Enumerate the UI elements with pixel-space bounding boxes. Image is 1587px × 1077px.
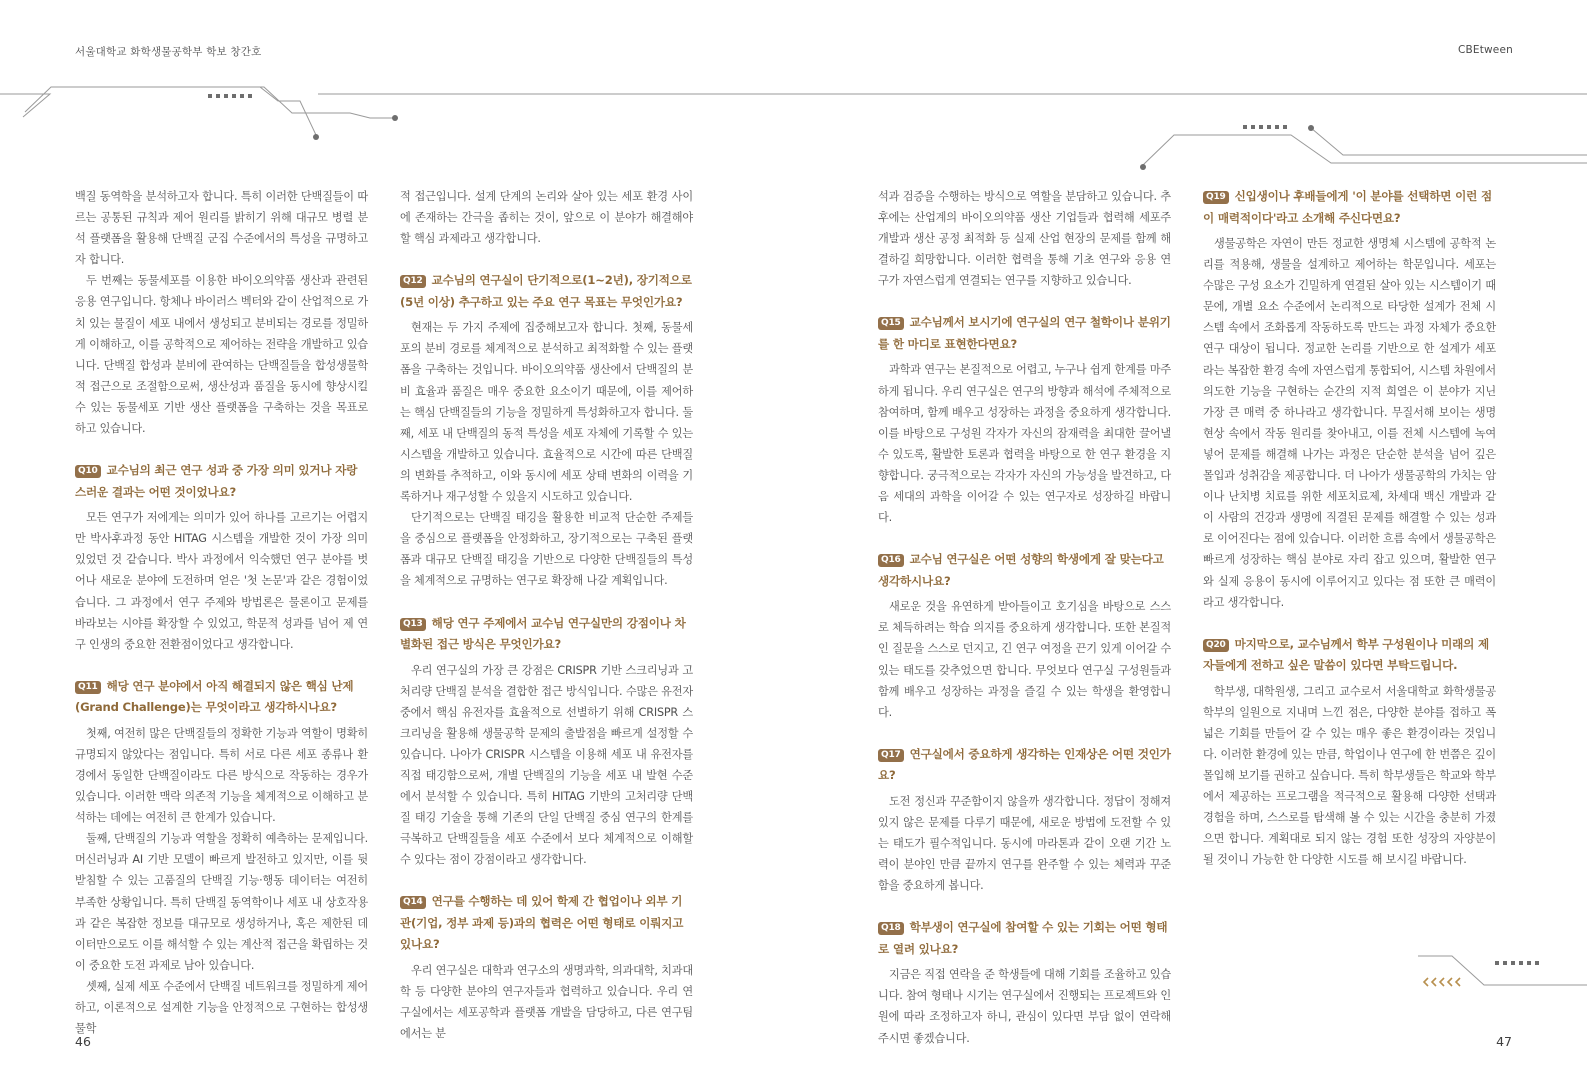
answer-paragraph: 지금은 직접 연락을 준 학생들에 대해 기회를 조율하고 있습니다. 참여 형태나 시기는 연구실에서 진행되는 프로젝트와 인원에 따라 조정하고자 하니, 관심이 있다면 부담 없이 연락해 주시면 좋겠습니다.: [878, 968, 1171, 1045]
question-tag: Q14: [400, 896, 426, 909]
question-heading: [878, 744, 1171, 787]
answer-paragraph: 둘째, 단백질의 기능과 역할을 정확히 예측하는 문제입니다. 머신러닝과 AI 기반 모델이 빠르게 발전하고 있지만, 이를 뒷받침할 수 있는 고품질의 단백질 기능·행동 데이터는 여전히 부족한 상황입니다. 특히 단백질 동역학이나 세포 내 상호작용과 같은 복잡한 정보를 대규모로 생성하거나, 혹은 제한된 데이터만으로도 이를 해석할 수 있는 계산적 접근을 확립하는 것이 중요한 도전 과제로 남아 있습니다.: [75, 832, 368, 972]
answer-paragraph: 생물공학은 자연이 만든 정교한 생명체 시스템에 공학적 논리를 적용해, 생물을 설계하고 제어하는 학문입니다. 세포는 수많은 구성 요소가 긴밀하게 연결된 살아 있는 시스템이기 때문에, 개별 요소 수준에서 논리적으로 타당한 설계가 전체 시스템 속에서 조화롭게 작동하도록 만드는 과정 자체가 중요한 연구 대상이 됩니다. 정교한 논리를 기반으로 한 설계가 세포라는 복잡한 환경 속에 자연스럽게 통합되어, 시스템 차원에서 의도한 기능을 구현하는 순간의 지적 희열은 이 분야가 지닌 가장 큰 매력 중 하나라고 생각합니다. 무질서해 보이는 생명현상 속에서 작동 원리를 찾아내고, 이를 전체 시스템에 녹여 넣어 문제를 해결해 나가는 과정은 단순한 분석을 넘어 깊은 몰입과 성취감을 제공합니다. 더 나아가 생물공학의 가치는 암이나 난치병 치료를 위한 세포치료제, 차세대 백신 개발과 같이 사람의 건강과 생명에 직결된 문제를 해결할 수 있는 성과로 이어진다는 점에 있습니다. 이러한 흐름 속에서 생물공학은 빠르게 성장하는 핵심 분야로 자리 잡고 있으며, 활발한 연구와 실제 응용이 동시에 이루어지고 있다는 점 또한 큰 매력이라고 생각합니다.: [1203, 237, 1496, 609]
column-3: [878, 186, 1171, 1049]
answer-paragraph: 현재는 두 가지 주제에 집중해보고자 합니다. 첫째, 동물세포의 분비 경로를 체계적으로 분석하고 최적화할 수 있는 플랫폼을 구축하는 것입니다. 바이오의약품 생산에서 단백질의 분비 효율과 품질은 매우 중요한 요소이기 때문에, 이를 제어하는 핵심 단백질들의 기능을 정밀하게 특성화하고자 합니다. 둘째, 세포 내 단백질의 동적 특성을 세포 자체에 기록할 수 있는 시스템을 개발하고 있습니다. 효율적으로 시간에 따른 단백질의 변화를 추적하고, 이와 동시에 세포 상태 변화의 이력을 기록하거나 재구성할 수 있을지 시도하고 있습니다.: [400, 321, 693, 504]
paragraph: 백질 동역학을 분석하고자 합니다. 특히 이러한 단백질들이 따르는 공통된 규칙과 제어 원리를 밝히기 위해 대규모 병렬 분석 플랫폼을 활용해 단백질 군집 수준에서의 특성을 규명하고자 합니다.: [75, 190, 368, 267]
question-text: 교수님 연구실은 어떤 성향의 학생에게 잘 맞는다고 생각하시나요?: [878, 552, 1164, 588]
answer-paragraph: 도전 정신과 꾸준함이지 않을까 생각합니다. 정답이 정해져 있지 않은 문제를 다루기 때문에, 새로운 방법에 도전할 수 있는 태도가 필수적입니다. 동시에 마라톤과 같이 오랜 기간 노력이 분야인 만큼 끝까지 연구를 완주할 수 있는 체력과 꾸준함을 중요하게 봅니다.: [878, 794, 1171, 893]
question-heading: [878, 917, 1171, 960]
question-heading: [1203, 186, 1496, 229]
question-heading: [878, 549, 1171, 592]
answer-paragraph: 학부생, 대학원생, 그리고 교수로서 서울대학교 화학생물공학부의 일원으로 지내며 느낀 점은, 다양한 분야를 접하고 폭넓은 기회를 만들어 갈 수 있는 매우 좋은 환경이라는 것입니다. 이러한 환경에 있는 만큼, 학업이나 연구에 한 번쯤은 깊이 몰입해 보기를 권하고 싶습니다. 특히 학부생들은 학교와 학부에서 제공하는 프로그램을 적극적으로 활용해 다양한 선택과 경험을 하며, 스스로를 탐색해 볼 수 있는 시간을 충분히 가졌으면 합니다. 계획대로 되지 않는 경험 또한 성장의 자양분이 될 것이니 가능한 한 다양한 시도를 해 보시길 바랍니다.: [1203, 684, 1496, 867]
magazine-name: CBEtween: [1457, 44, 1513, 56]
answer-paragraph: 첫째, 여전히 많은 단백질들의 정확한 기능과 역할이 명확히 규명되지 않았다는 점입니다. 특히 서로 다른 세포 종류나 환경에서 동일한 단백질이라도 다른 방식으로 작동하는 경우가 있습니다. 이러한 맥락 의존적 기능을 체계적으로 이해하고 분석하는 데에는 여전히 큰 한계가 있습니다.: [75, 726, 368, 825]
paragraph: 석과 검증을 수행하는 방식으로 역할을 분담하고 있습니다. 추후에는 산업계의 바이오의약품 생산 기업들과 협력해 세포주 개발과 생산 공정 최적화 등 실제 산업 현장의 문제를 함께 해결하길 희망합니다. 이러한 협력을 통해 기초 연구와 응용 연구가 자연스럽게 연결되는 연구를 지향하고 있습니다.: [878, 190, 1171, 288]
question-text: 해당 연구 분야에서 아직 해결되지 않은 핵심 난제(Grand Challenge)는 무엇이라고 생각하시나요?: [75, 678, 354, 715]
question-text: 마지막으로, 교수님께서 학부 구성원이나 미래의 제자들에게 전하고 싶은 말씀이 있다면 부탁드립니다.: [1203, 636, 1489, 673]
question-heading: [1203, 634, 1496, 677]
column-1: [75, 186, 368, 1039]
question-tag: Q12: [400, 275, 426, 288]
magazine-title: 서울대학교 화학생물공학부 학보 창간호: [75, 46, 262, 58]
question-heading: [400, 891, 693, 956]
question-tag: Q18: [878, 922, 904, 935]
question-tag: Q16: [878, 554, 904, 567]
question-text: 연구를 수행하는 데 있어 학제 간 협업이나 외부 기관(기업, 정부 과제 등)과의 협력은 어떤 형태로 이뤄지고 있나요?: [400, 894, 684, 952]
question-tag: Q13: [400, 618, 426, 631]
question-heading: [400, 270, 693, 313]
paragraph: 두 번째는 동물세포를 이용한 바이오의약품 생산과 관련된 응용 연구입니다. 항체나 바이러스 벡터와 같이 산업적으로 가치 있는 물질이 세포 내에서 생성되고 분비되는 경로를 정밀하게 이해하고, 이를 공학적으로 제어하는 전략을 개발하고 있습니다. 단백질 합성과 분비에 관여하는 단백질들을 합성생물학적 접근으로 조절함으로써, 생산성과 품질을 동시에 향상시킬 수 있는 동물세포 기반 생산 플랫폼을 구축하는 것을 목표로 하고 있습니다.: [75, 274, 368, 436]
answer-paragraph: 셋째, 실제 세포 수준에서 단백질 네트워크를 정밀하게 제어하고, 이론적으로 설계한 기능을 안정적으로 구현하는 합성생물학: [75, 979, 368, 1036]
answer-paragraph: 모든 연구가 저에게는 의미가 있어 하나를 고르기는 어렵지만 박사후과정 동안 HITAG 시스템을 개발한 것이 가장 의미 있었던 것 같습니다. 박사 과정에서 익숙했던 연구 분야를 벗어나 새로운 분야에 도전하며 얻은 '첫 논문'과 같은 경험이었습니다. 그 과정에서 연구 주제와 방법론은 물론이고 문제를 바라보는 시야를 확장할 수 있었고, 학문적 성과를 넘어 제 연구 인생의 중요한 전환점이었다고 생각합니다.: [75, 511, 368, 651]
question-tag: Q15: [878, 317, 904, 330]
question-tag: Q10: [75, 465, 101, 478]
question-text: 교수님의 연구실이 단기적으로(1~2년), 장기적으로(5년 이상) 추구하고 있는 주요 연구 목표는 무엇인가요?: [400, 273, 692, 309]
column-4: [1203, 186, 1496, 871]
question-heading: [75, 460, 368, 503]
answer-paragraph: 새로운 것을 유연하게 받아들이고 호기심을 바탕으로 스스로 체득하려는 학습 의지를 중요하게 생각합니다. 또한 본질적인 질문을 스스로 던지고, 긴 연구 여정을 끈기 있게 이어갈 수 있는 태도를 갖추었으면 합니다. 무엇보다 연구실 구성원들과 함께 배우고 성장하는 과정을 즐길 수 있는 학생을 환영합니다.: [878, 600, 1171, 719]
answer-paragraph: 과학과 연구는 본질적으로 어렵고, 누구나 쉽게 한계를 마주하게 됩니다. 우리 연구실은 연구의 방향과 해석에 주체적으로 참여하며, 함께 배우고 성장하는 과정을 중요하게 생각합니다. 이를 바탕으로 구성원 각자가 자신의 잠재력을 최대한 끌어낼 수 있도록, 활발한 토론과 협력을 바탕으로 한 연구 환경을 지향합니다. 궁극적으로는 각자가 자신의 가능성을 발견하고, 다음 세대의 과학을 이어갈 수 있는 연구자로 성장하길 바랍니다.: [878, 363, 1171, 525]
question-text: 연구실에서 중요하게 생각하는 인재상은 어떤 것인가요?: [878, 746, 1171, 783]
question-heading: [878, 312, 1171, 355]
answer-paragraph: 우리 연구실은 대학과 연구소의 생명과학, 의과대학, 치과대학 등 다양한 분야의 연구자들과 협력하고 있습니다. 우리 연구실에서는 세포공학과 플랫폼 개발을 담당하고, 다른 연구팀에서는 분: [400, 963, 693, 1041]
question-text: 학부생이 연구실에 참여할 수 있는 기회는 어떤 형태로 열려 있나요?: [878, 920, 1168, 956]
question-tag: Q17: [878, 749, 904, 762]
paragraph: 적 접근입니다. 설계 단계의 논리와 살아 있는 세포 환경 사이에 존재하는 간극을 좁히는 것이, 앞으로 이 분야가 해결해야 할 핵심 과제라고 생각합니다.: [400, 190, 693, 246]
column-2: [400, 186, 693, 1044]
question-tag: Q11: [75, 681, 101, 694]
question-text: 신입생이나 후배들에게 '이 분야를 선택하면 이런 점이 매력적이다'라고 소개해 주신다면요?: [1203, 189, 1492, 225]
question-heading: [400, 613, 693, 656]
question-text: 교수님의 최근 연구 성과 중 가장 의미 있거나 자랑스러운 결과는 어떤 것이었나요?: [75, 463, 358, 499]
question-text: 해당 연구 주제에서 교수님 연구실만의 강점이나 차별화된 접근 방식은 무엇인가요?: [400, 615, 686, 651]
page-number-left: 46: [75, 1034, 91, 1049]
question-tag: Q20: [1203, 639, 1229, 652]
page-number-right: 47: [1496, 1034, 1512, 1049]
answer-paragraph: 우리 연구실의 가장 큰 강점은 CRISPR 기반 스크리닝과 고처리량 단백질 분석을 결합한 접근 방식입니다. 수많은 유전자 중에서 핵심 유전자를 효율적으로 선별하기 위해 CRISPR 스크리닝을 활용해 생물공학 문제의 출발점을 빠르게 설정할 수 있습니다. 나아가 CRISPR 시스템을 이용해 세포 내 유전자를 직접 태깅함으로써, 개별 단백질의 기능을 세포 내 발현 수준에서 분석할 수 있습니다. 특히 HITAG 기반의 고처리량 단백질 태깅 기술을 통해 기존의 단일 단백질 중심 연구의 한계를 극복하고 단백질들을 세포 수준에서 보다 체계적으로 이해할 수 있다는 점이 강점이라고 생각합니다.: [400, 663, 693, 867]
question-heading: [75, 676, 368, 719]
question-text: 교수님께서 보시기에 연구실의 연구 철학이나 분위기를 한 마디로 표현한다면요?: [878, 315, 1171, 351]
answer-paragraph: 단기적으로는 단백질 태깅을 활용한 비교적 단순한 주제들을 중심으로 플랫폼을 안정화하고, 장기적으로는 구축된 플랫폼과 대규모 단백질 태깅을 기반으로 다양한 단백질들의 특성을 체계적으로 규명하는 연구로 확장해 나갈 계획입니다.: [400, 511, 693, 588]
question-tag: Q19: [1203, 191, 1229, 204]
